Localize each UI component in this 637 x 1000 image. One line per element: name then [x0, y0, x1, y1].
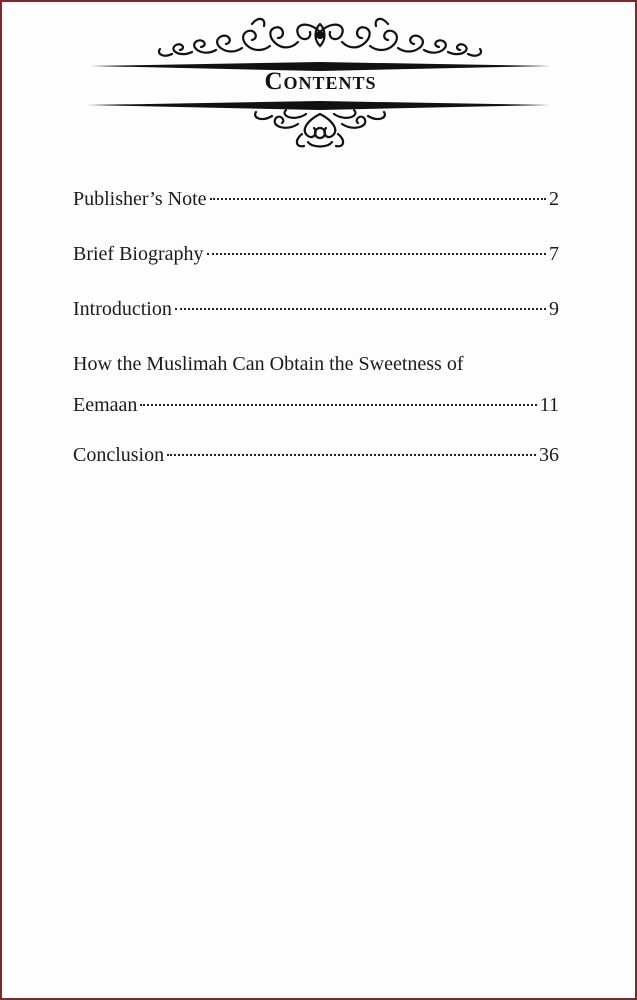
- toc-entry-title-line1: How the Muslimah Can Obtain the Sweetness of: [73, 353, 464, 375]
- toc-entry-publishers-note[interactable]: [73, 182, 559, 216]
- toc-entry-title: Introduction: [73, 298, 172, 320]
- toc-entry-conclusion[interactable]: [73, 438, 559, 472]
- toc-entry-page: 7: [549, 243, 559, 265]
- page-title: Contents: [264, 68, 377, 95]
- dot-leader: [175, 308, 546, 310]
- toc-entry-title: Conclusion: [73, 444, 165, 466]
- toc-entry-sweetness-of-eemaan[interactable]: [73, 347, 559, 422]
- toc-entry-page: 2: [549, 188, 559, 210]
- toc-entry-page: 9: [549, 298, 559, 320]
- toc-entry-title-line2: Eemaan: [73, 394, 138, 416]
- dot-leader: [140, 404, 536, 406]
- toc-entry-title: Publisher’s Note: [73, 188, 207, 210]
- toc-entry-introduction[interactable]: [73, 292, 559, 326]
- toc-entry-page: 36: [539, 444, 559, 466]
- toc-entry-brief-biography[interactable]: [73, 237, 559, 271]
- dot-leader: [207, 253, 546, 255]
- table-of-contents: [73, 182, 559, 472]
- toc-entry-title: Brief Biography: [73, 243, 204, 265]
- toc-entry-page: 11: [539, 394, 559, 416]
- dot-leader: [210, 198, 546, 200]
- dot-leader: [167, 454, 536, 456]
